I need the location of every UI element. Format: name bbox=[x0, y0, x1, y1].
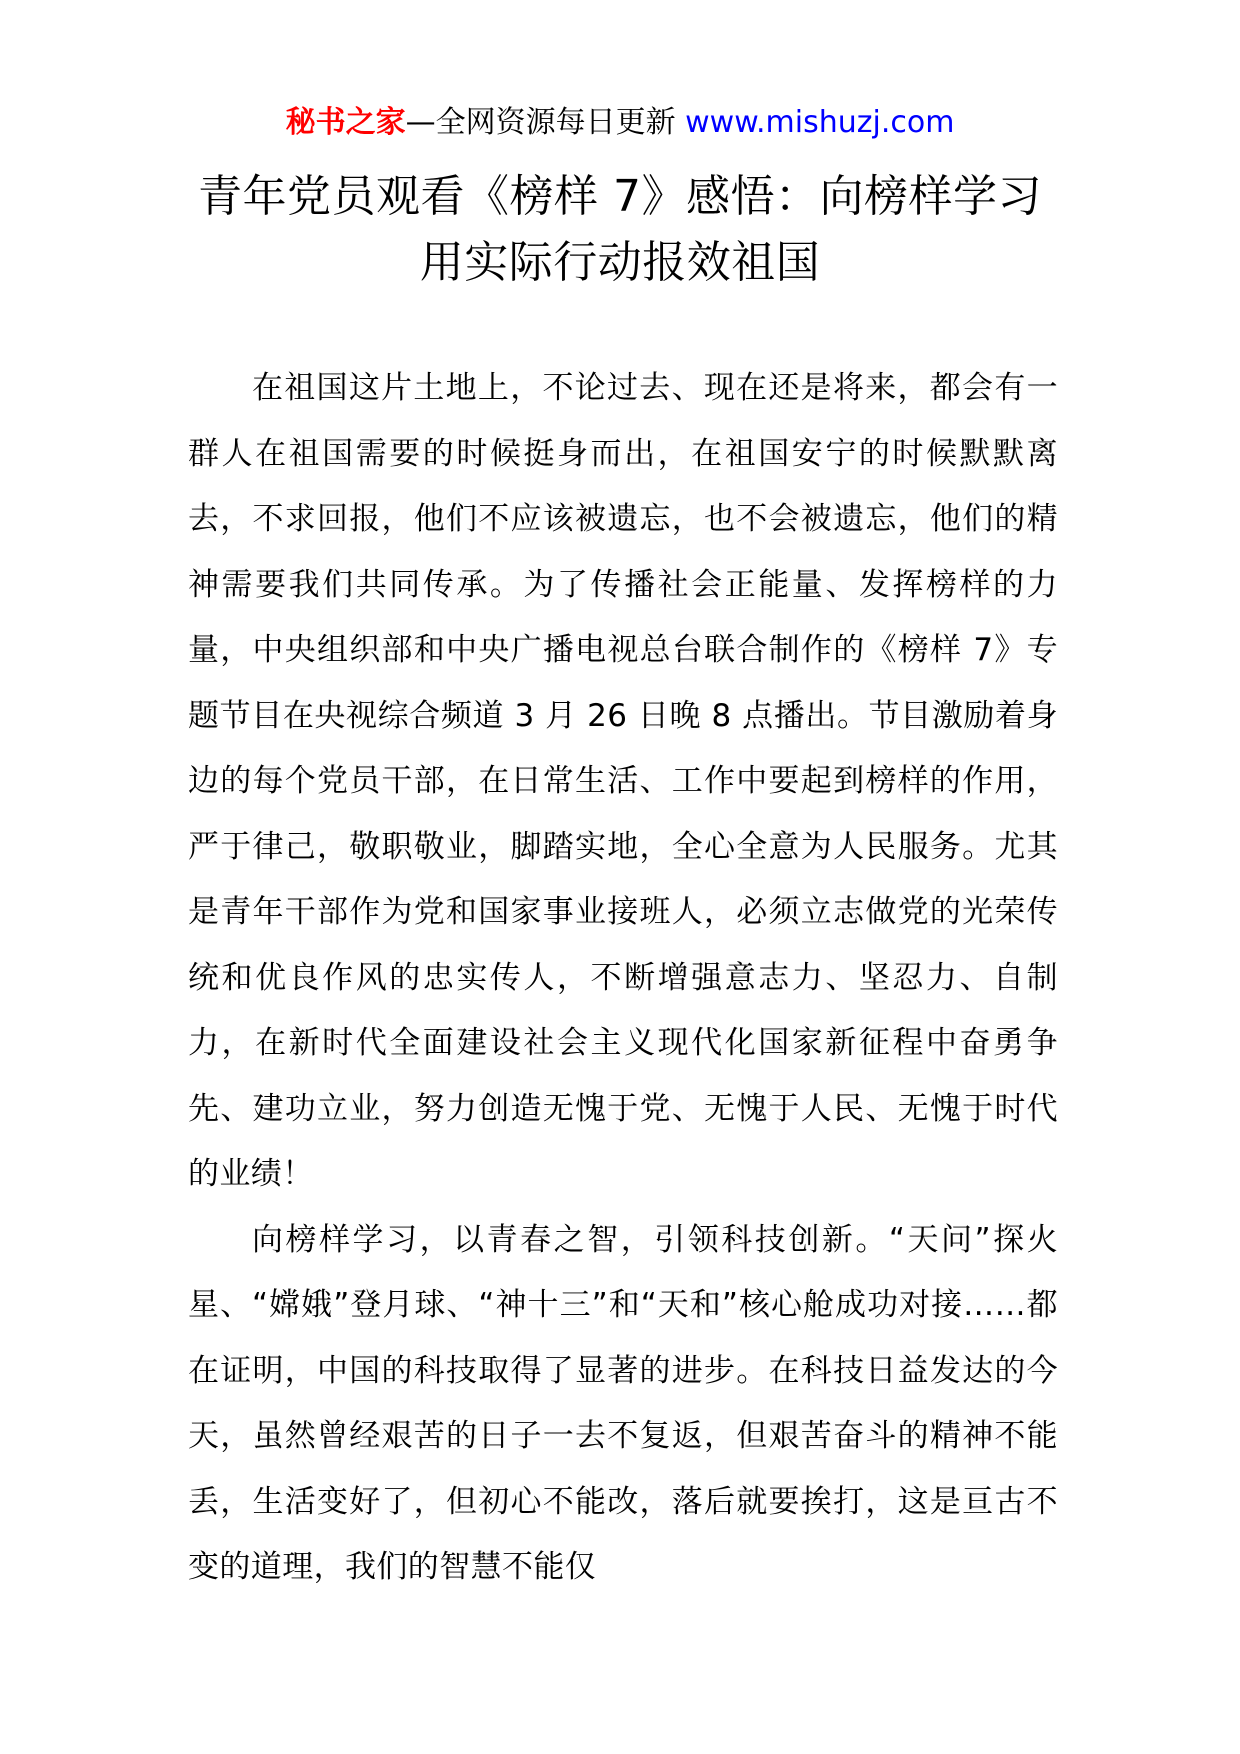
body-paragraph-2: 向榜样学习，以青春之智，引领科技创新。“天问”探火星、“嫦娥”登月球、“神十三”和“天和”核心舱成功对接……都在证明，中国的科技取得了显著的进步。在科技日益发达的今天，虽然曾经艰苦的日子一去不复返，但艰苦奋斗的精神不能丢，生活变好了，但初心不能改，落后就要挨打，这是亘古不变的道理，我们的智慧不能仅 bbox=[188, 1221, 1058, 1585]
document-body bbox=[188, 356, 1058, 1601]
site-name: 秘书之家 bbox=[285, 105, 406, 140]
body-paragraph-1: 在祖国这片土地上，不论过去、现在还是将来，都会有一群人在祖国需要的时候挺身而出，在祖国安宁的时候默默离去，不求回报，他们不应该被遗忘，也不会被遗忘，他们的精神需要我们共同传承。为了传播社会正能量、发挥榜样的力量，中央组织部和中央广播电视总台联合制作的《榜样 7》专题节目在央视综合频道 3 月 26 日晚 8 点播出。节目激励着身边的每个党员干部，在日常生活、工作中要起到榜样的作用，严于律己，敬职敬业，脚踏实地，全心全意为人民服务。尤其是青年干部作为党和国家事业接班人，必须立志做党的光荣传统和优良作风的忠实传人，不断增强意志力、坚忍力、自制力，在新时代全面建设社会主义现代化国家新征程中奋勇争先、建功立业，努力创造无愧于党、无愧于人民、无愧于时代的业绩！ bbox=[188, 370, 1058, 1192]
site-slogan: —全网资源每日更新 bbox=[405, 105, 676, 140]
document-title bbox=[150, 164, 1090, 296]
site-url-link[interactable]: www.mishuzj.com bbox=[685, 105, 955, 140]
document-title-line-2: 用实际行动报效祖国 bbox=[419, 237, 821, 288]
site-header bbox=[0, 103, 1240, 143]
document-title-line-1: 青年党员观看《榜样 7》感悟：向榜样学习 bbox=[198, 171, 1042, 222]
